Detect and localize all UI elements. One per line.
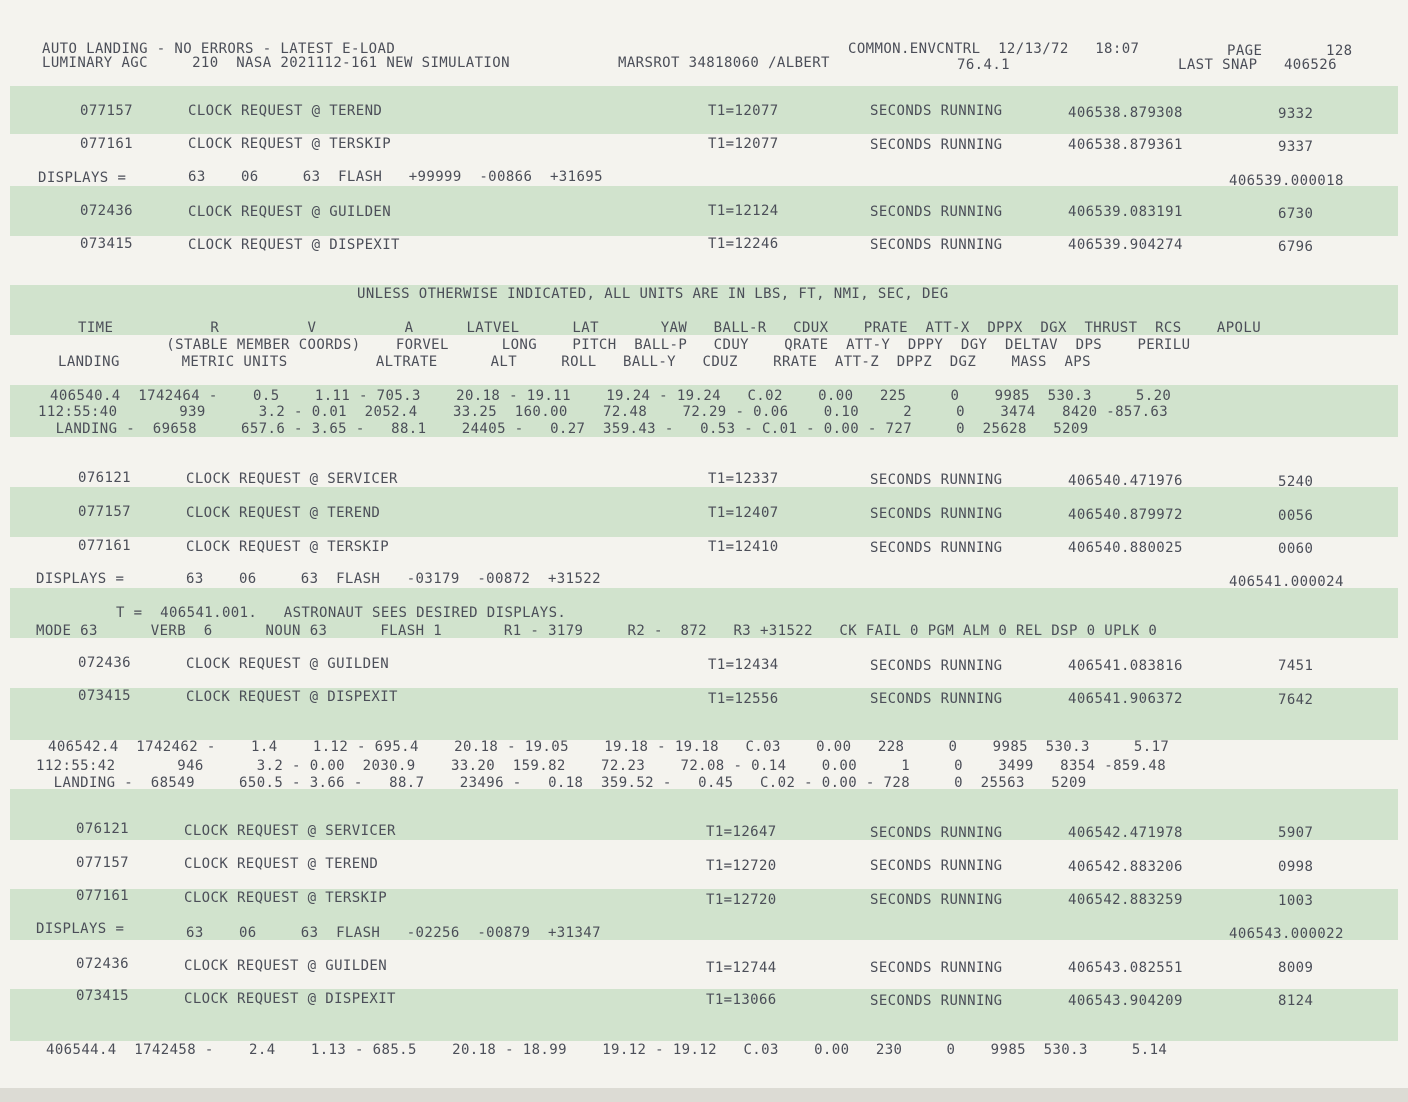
units-note: UNLESS OTHERWISE INDICATED, ALL UNITS ARE IN LBS, FT, NMI, SEC, DEG bbox=[357, 286, 949, 302]
line-address: 077157 bbox=[76, 855, 129, 871]
line-t1: T1=12410 bbox=[708, 539, 779, 555]
line-code: 7451 bbox=[1278, 658, 1314, 674]
line-t1: T1=12720 bbox=[706, 892, 777, 908]
line-code: 8009 bbox=[1278, 960, 1314, 976]
line-t1: T1=12337 bbox=[708, 471, 779, 487]
state-row: 406540.4 1742464 - 0.5 1.11 - 705.3 20.18 - 19.11 19.24 - 19.24 C.02 0.00 225 0 9985 530.3 5.20 bbox=[50, 388, 1172, 404]
line-status: SECONDS RUNNING bbox=[870, 658, 1003, 674]
header-env-date: COMMON.ENVCNTRL 12/13/72 18:07 bbox=[848, 41, 1140, 57]
page-edge bbox=[0, 1088, 1408, 1102]
line-message: CLOCK REQUEST @ SERVICER bbox=[184, 823, 396, 839]
line-t1: T1=12077 bbox=[708, 103, 779, 119]
displays-values: 63 06 63 FLASH -03179 -00872 +31522 bbox=[186, 571, 601, 587]
line-message: CLOCK REQUEST @ TEREND bbox=[188, 103, 383, 119]
line-time: 406542.471978 bbox=[1068, 825, 1183, 841]
line-code: 9337 bbox=[1278, 139, 1314, 155]
line-code: 8124 bbox=[1278, 993, 1314, 1009]
line-status: SECONDS RUNNING bbox=[870, 472, 1003, 488]
line-time: 406538.879361 bbox=[1068, 137, 1183, 153]
line-t1: T1=12647 bbox=[706, 824, 777, 840]
line-time: 406540.471976 bbox=[1068, 473, 1183, 489]
line-status: SECONDS RUNNING bbox=[870, 204, 1003, 220]
line-code: 9332 bbox=[1278, 106, 1314, 122]
line-time: 406541.906372 bbox=[1068, 691, 1183, 707]
line-code: 0998 bbox=[1278, 859, 1314, 875]
line-address: 077161 bbox=[76, 888, 129, 904]
line-message: CLOCK REQUEST @ DISPEXIT bbox=[184, 991, 396, 1007]
line-t1: T1=12744 bbox=[706, 960, 777, 976]
line-address: 076121 bbox=[76, 821, 129, 837]
line-status: SECONDS RUNNING bbox=[870, 993, 1003, 1009]
state-row: 112:55:42 946 3.2 - 0.00 2030.9 33.20 159.82 72.23 72.08 - 0.14 0.00 1 0 3499 8354 -859.48 bbox=[36, 758, 1167, 774]
line-code: 1003 bbox=[1278, 893, 1314, 909]
line-message: CLOCK REQUEST @ TEREND bbox=[184, 856, 379, 872]
state-row: LANDING - 68549 650.5 - 3.66 - 88.7 23496 - 0.18 359.52 - 0.45 C.02 - 0.00 - 728 0 25563 5209 bbox=[36, 775, 1087, 791]
line-message: CLOCK REQUEST @ TERSKIP bbox=[186, 539, 390, 555]
line-t1: T1=13066 bbox=[706, 992, 777, 1008]
state-row: 112:55:40 939 3.2 - 0.01 2052.4 33.25 160.00 72.48 72.29 - 0.06 0.10 2 0 3474 8420 -857.63 bbox=[38, 404, 1169, 420]
line-code: 7642 bbox=[1278, 692, 1314, 708]
state-row: LANDING - 69658 657.6 - 3.65 - 88.1 24405 - 0.27 359.43 - 0.53 - C.01 - 0.00 - 727 0 25628 5209 bbox=[38, 421, 1089, 437]
line-code: 0060 bbox=[1278, 541, 1314, 557]
line-status: SECONDS RUNNING bbox=[870, 858, 1003, 874]
header-subtitle: LUMINARY AGC 210 NASA 2021112-161 NEW SIMULATION bbox=[42, 55, 510, 71]
line-address: 077161 bbox=[78, 538, 131, 554]
line-time: 406542.883259 bbox=[1068, 892, 1183, 908]
line-status: SECONDS RUNNING bbox=[870, 892, 1003, 908]
line-message: CLOCK REQUEST @ GUILDEN bbox=[188, 204, 392, 220]
header-title: AUTO LANDING - NO ERRORS - LATEST E-LOAD bbox=[42, 41, 396, 57]
astronaut-event: T = 406541.001. ASTRONAUT SEES DESIRED DISPLAYS. bbox=[116, 605, 567, 621]
line-t1: T1=12720 bbox=[706, 858, 777, 874]
header-last-snap: LAST SNAP 406526 bbox=[1178, 57, 1337, 73]
line-address: 072436 bbox=[76, 956, 129, 972]
line-message: CLOCK REQUEST @ TEREND bbox=[186, 505, 381, 521]
line-address: 073415 bbox=[78, 688, 131, 704]
line-status: SECONDS RUNNING bbox=[870, 506, 1003, 522]
line-code: 6796 bbox=[1278, 239, 1314, 255]
line-time: 406540.880025 bbox=[1068, 540, 1183, 556]
line-time: 406540.879972 bbox=[1068, 507, 1183, 523]
dsky-state: MODE 63 VERB 6 NOUN 63 FLASH 1 R1 - 3179 R2 - 872 R3 +31522 CK FAIL 0 PGM ALM 0 REL DSP 0 UPLK 0 bbox=[36, 623, 1158, 639]
line-t1: T1=12407 bbox=[708, 505, 779, 521]
line-message: CLOCK REQUEST @ TERSKIP bbox=[184, 890, 388, 906]
column-header-row1: TIME R V A LATVEL LAT YAW BALL-R CDUX PRATE ATT-X DPPX DGX THRUST RCS APOLU bbox=[78, 320, 1262, 336]
line-t1: T1=12434 bbox=[708, 657, 779, 673]
line-time: 406542.883206 bbox=[1068, 859, 1183, 875]
line-status: SECONDS RUNNING bbox=[870, 103, 1003, 119]
line-code: 5240 bbox=[1278, 474, 1314, 490]
line-message: CLOCK REQUEST @ TERSKIP bbox=[188, 136, 392, 152]
line-address: 072436 bbox=[80, 203, 133, 219]
line-message: CLOCK REQUEST @ GUILDEN bbox=[184, 958, 388, 974]
header-page-number: 128 bbox=[1326, 43, 1353, 59]
line-message: CLOCK REQUEST @ DISPEXIT bbox=[188, 237, 400, 253]
line-address: 077161 bbox=[80, 136, 133, 152]
state-row: 406544.4 1742458 - 2.4 1.13 - 685.5 20.18 - 18.99 19.12 - 19.12 C.03 0.00 230 0 9985 530.3 5.14 bbox=[46, 1042, 1168, 1058]
line-address: 072436 bbox=[78, 655, 131, 671]
column-header-row2: (STABLE MEMBER COORDS) FORVEL LONG PITCH BALL-P CDUY QRATE ATT-Y DPPY DGY DELTAV DPS PERILU bbox=[78, 337, 1191, 353]
line-t1: T1=12077 bbox=[708, 136, 779, 152]
line-time: 406541.083816 bbox=[1068, 658, 1183, 674]
line-message: CLOCK REQUEST @ GUILDEN bbox=[186, 656, 390, 672]
line-t1: T1=12124 bbox=[708, 203, 779, 219]
displays-label: DISPLAYS = bbox=[36, 571, 125, 587]
line-code: 5907 bbox=[1278, 825, 1314, 841]
line-t1: T1=12246 bbox=[708, 236, 779, 252]
line-time: 406539.083191 bbox=[1068, 204, 1183, 220]
displays-label: DISPLAYS = bbox=[38, 170, 127, 186]
displays-time: 406543.000022 bbox=[1229, 926, 1344, 942]
displays-time: 406541.000024 bbox=[1229, 574, 1344, 590]
line-t1: T1=12556 bbox=[708, 691, 779, 707]
line-time: 406538.879308 bbox=[1068, 105, 1183, 121]
column-header-row3: LANDING METRIC UNITS ALTRATE ALT ROLL BALL-Y CDUZ RRATE ATT-Z DPPZ DGZ MASS APS bbox=[58, 354, 1091, 370]
line-time: 406543.904209 bbox=[1068, 993, 1183, 1009]
line-message: CLOCK REQUEST @ SERVICER bbox=[186, 471, 398, 487]
line-code: 6730 bbox=[1278, 206, 1314, 222]
line-message: CLOCK REQUEST @ DISPEXIT bbox=[186, 689, 398, 705]
displays-time: 406539.000018 bbox=[1229, 173, 1344, 189]
line-status: SECONDS RUNNING bbox=[870, 691, 1003, 707]
displays-values: 63 06 63 FLASH -02256 -00879 +31347 bbox=[186, 925, 601, 941]
line-status: SECONDS RUNNING bbox=[870, 825, 1003, 841]
line-address: 076121 bbox=[78, 470, 131, 486]
line-address: 073415 bbox=[80, 236, 133, 252]
line-status: SECONDS RUNNING bbox=[870, 960, 1003, 976]
line-status: SECONDS RUNNING bbox=[870, 540, 1003, 556]
header-run-id: MARSROT 34818060 /ALBERT bbox=[618, 55, 830, 71]
line-address: 077157 bbox=[78, 504, 131, 520]
line-address: 077157 bbox=[80, 103, 133, 119]
state-row: 406542.4 1742462 - 1.4 1.12 - 695.4 20.18 - 19.05 19.18 - 19.18 C.03 0.00 228 0 9985 530.3 5.17 bbox=[48, 739, 1170, 755]
header-page-label: PAGE bbox=[1227, 43, 1263, 59]
line-address: 073415 bbox=[76, 988, 129, 1004]
header-version: 76.4.1 bbox=[957, 57, 1010, 73]
line-time: 406539.904274 bbox=[1068, 237, 1183, 253]
line-status: SECONDS RUNNING bbox=[870, 237, 1003, 253]
line-status: SECONDS RUNNING bbox=[870, 137, 1003, 153]
line-code: 0056 bbox=[1278, 508, 1314, 524]
displays-values: 63 06 63 FLASH +99999 -00866 +31695 bbox=[188, 169, 603, 185]
line-time: 406543.082551 bbox=[1068, 960, 1183, 976]
displays-label: DISPLAYS = bbox=[36, 921, 125, 937]
